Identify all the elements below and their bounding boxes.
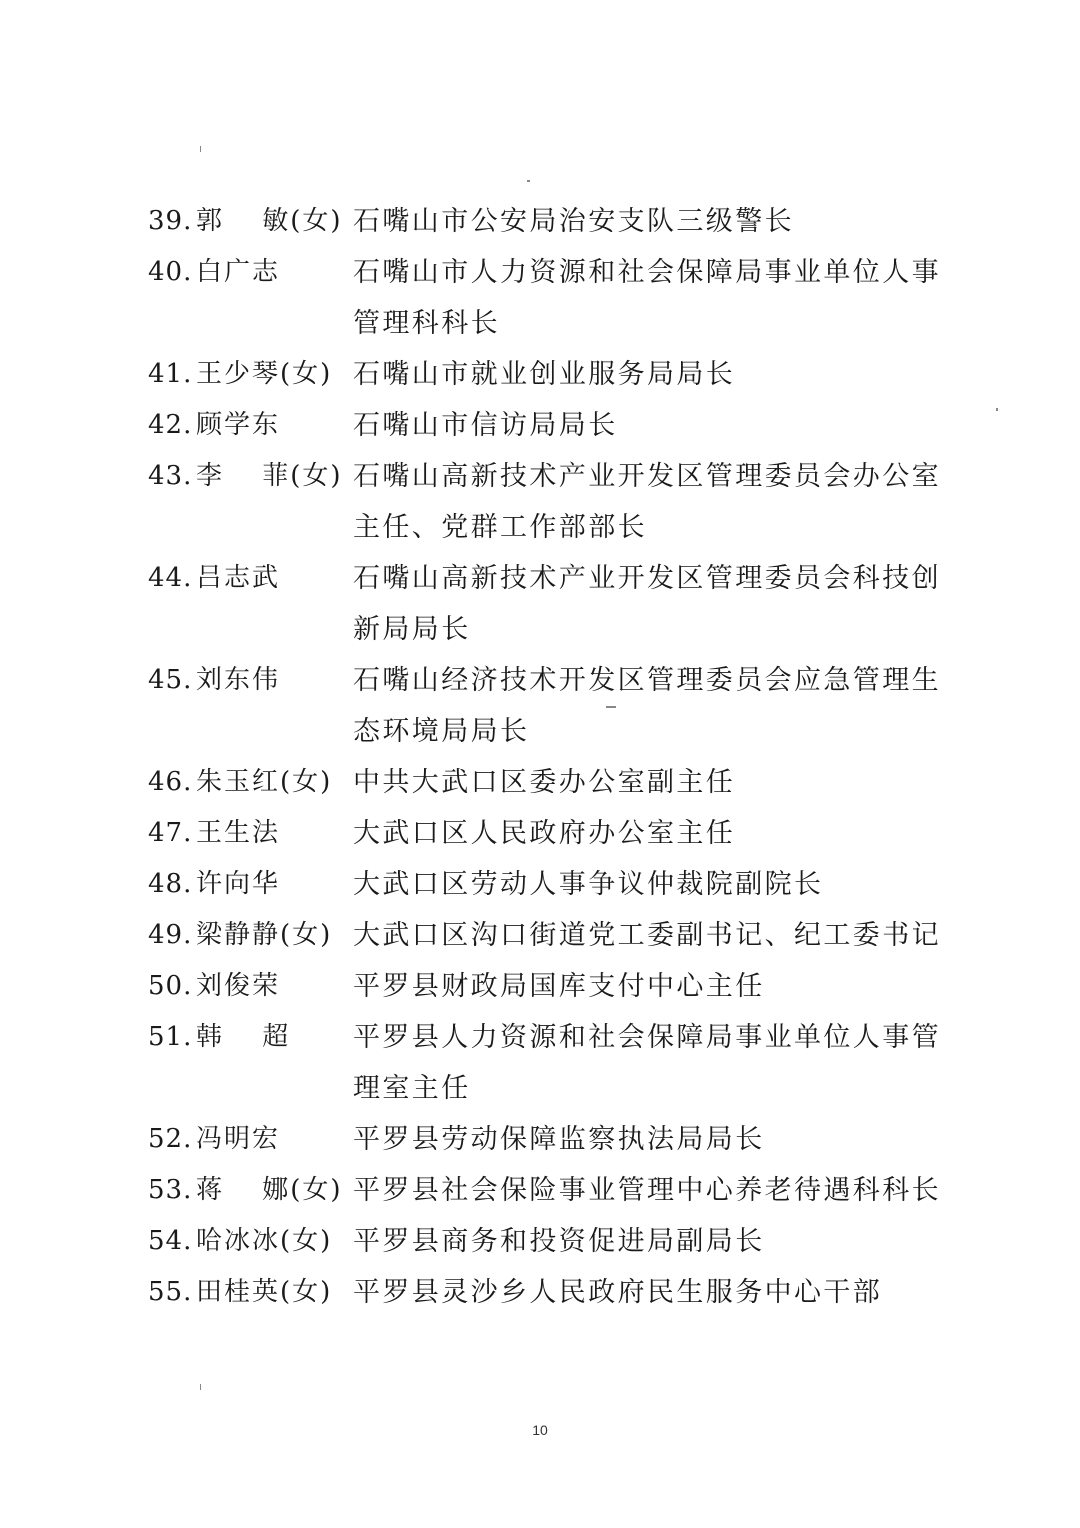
- list-item: [148, 1216, 958, 1267]
- entry-number: 47.: [148, 818, 193, 848]
- list-item: [148, 349, 958, 400]
- list-item: [148, 1165, 958, 1216]
- list-item: [148, 1114, 958, 1165]
- list-item: [148, 553, 958, 655]
- entry-name: 朱玉红(女): [196, 767, 333, 797]
- list-item: [148, 400, 958, 451]
- entry-position: 平罗县商务和投资促进局副局长: [353, 1226, 765, 1257]
- entry-number: 53.: [148, 1175, 193, 1205]
- list-item: [148, 655, 958, 757]
- personnel-list: [148, 196, 958, 1318]
- entry-position: 平罗县劳动保障监察执法局局长: [353, 1124, 765, 1155]
- entry-number: 50.: [148, 971, 193, 1001]
- entry-number: 52.: [148, 1124, 193, 1154]
- entry-position: 平罗县人力资源和社会保障局事业单位人事管理室主任: [353, 1022, 941, 1104]
- entry-number: 39.: [148, 206, 193, 236]
- entry-number: 48.: [148, 869, 193, 899]
- list-item: [148, 1012, 958, 1114]
- entry-name: 梁静静(女): [196, 920, 333, 950]
- entry-name: 王生法: [196, 818, 281, 848]
- scan-speck: [200, 146, 201, 152]
- entry-name: 韩 超: [196, 1022, 291, 1052]
- entry-number: 49.: [148, 920, 193, 950]
- list-item: [148, 451, 958, 553]
- scan-speck: [996, 408, 998, 411]
- entry-position: 石嘴山市信访局局长: [353, 410, 618, 441]
- list-item: [148, 247, 958, 349]
- list-item: [148, 1267, 958, 1318]
- entry-number: 51.: [148, 1022, 193, 1052]
- entry-position: 石嘴山经济技术开发区管理委员会应急管理生态环境局局长: [353, 665, 941, 747]
- entry-number: 44.: [148, 563, 193, 593]
- entry-position: 石嘴山高新技术产业开发区管理委员会办公室主任、党群工作部部长: [353, 461, 941, 543]
- entry-name: 刘俊荣: [196, 971, 281, 1001]
- list-item: [148, 961, 958, 1012]
- entry-position: 中共大武口区委办公室副主任: [353, 767, 736, 798]
- entry-number: 46.: [148, 767, 193, 797]
- entry-number: 43.: [148, 461, 193, 491]
- scan-speck: [200, 1384, 201, 1390]
- entry-name: 刘东伟: [196, 665, 281, 695]
- entry-name: 蒋 娜(女): [196, 1175, 343, 1205]
- page-number: 10: [532, 1422, 548, 1438]
- entry-name: 许向华: [196, 869, 281, 899]
- entry-position: 平罗县财政局国库支付中心主任: [353, 971, 765, 1002]
- entry-number: 55.: [148, 1277, 193, 1307]
- entry-position: 平罗县灵沙乡人民政府民生服务中心干部: [353, 1277, 883, 1308]
- entry-position: 石嘴山市就业创业服务局局长: [353, 359, 736, 390]
- list-item: [148, 859, 958, 910]
- entry-number: 41.: [148, 359, 193, 389]
- list-item: [148, 808, 958, 859]
- list-item: [148, 757, 958, 808]
- entry-position: 石嘴山市公安局治安支队三级警长: [353, 206, 794, 237]
- entry-number: 54.: [148, 1226, 193, 1256]
- entry-name: 冯明宏: [196, 1124, 281, 1154]
- entry-name: 白广志: [196, 257, 281, 287]
- entry-number: 45.: [148, 665, 193, 695]
- entry-position: 平罗县社会保险事业管理中心养老待遇科科长: [353, 1175, 941, 1206]
- entry-position: 大武口区人民政府办公室主任: [353, 818, 736, 849]
- entry-position: 大武口区劳动人事争议仲裁院副院长: [353, 869, 824, 900]
- entry-name: 顾学东: [196, 410, 281, 440]
- entry-position: 石嘴山市人力资源和社会保障局事业单位人事管理科科长: [353, 257, 941, 339]
- list-item: [148, 910, 958, 961]
- entry-name: 吕志武: [196, 563, 281, 593]
- entry-name: 田桂英(女): [196, 1277, 333, 1307]
- list-item: [148, 196, 958, 247]
- scan-speck: [527, 180, 530, 182]
- entry-position: 石嘴山高新技术产业开发区管理委员会科技创新局局长: [353, 563, 941, 645]
- entry-number: 42.: [148, 410, 193, 440]
- entry-number: 40.: [148, 257, 193, 287]
- entry-name: 哈冰冰(女): [196, 1226, 333, 1256]
- entry-name: 王少琴(女): [196, 359, 333, 389]
- entry-name: 李 菲(女): [196, 461, 343, 491]
- entry-name: 郭 敏(女): [196, 206, 343, 236]
- entry-position: 大武口区沟口街道党工委副书记、纪工委书记: [353, 920, 941, 951]
